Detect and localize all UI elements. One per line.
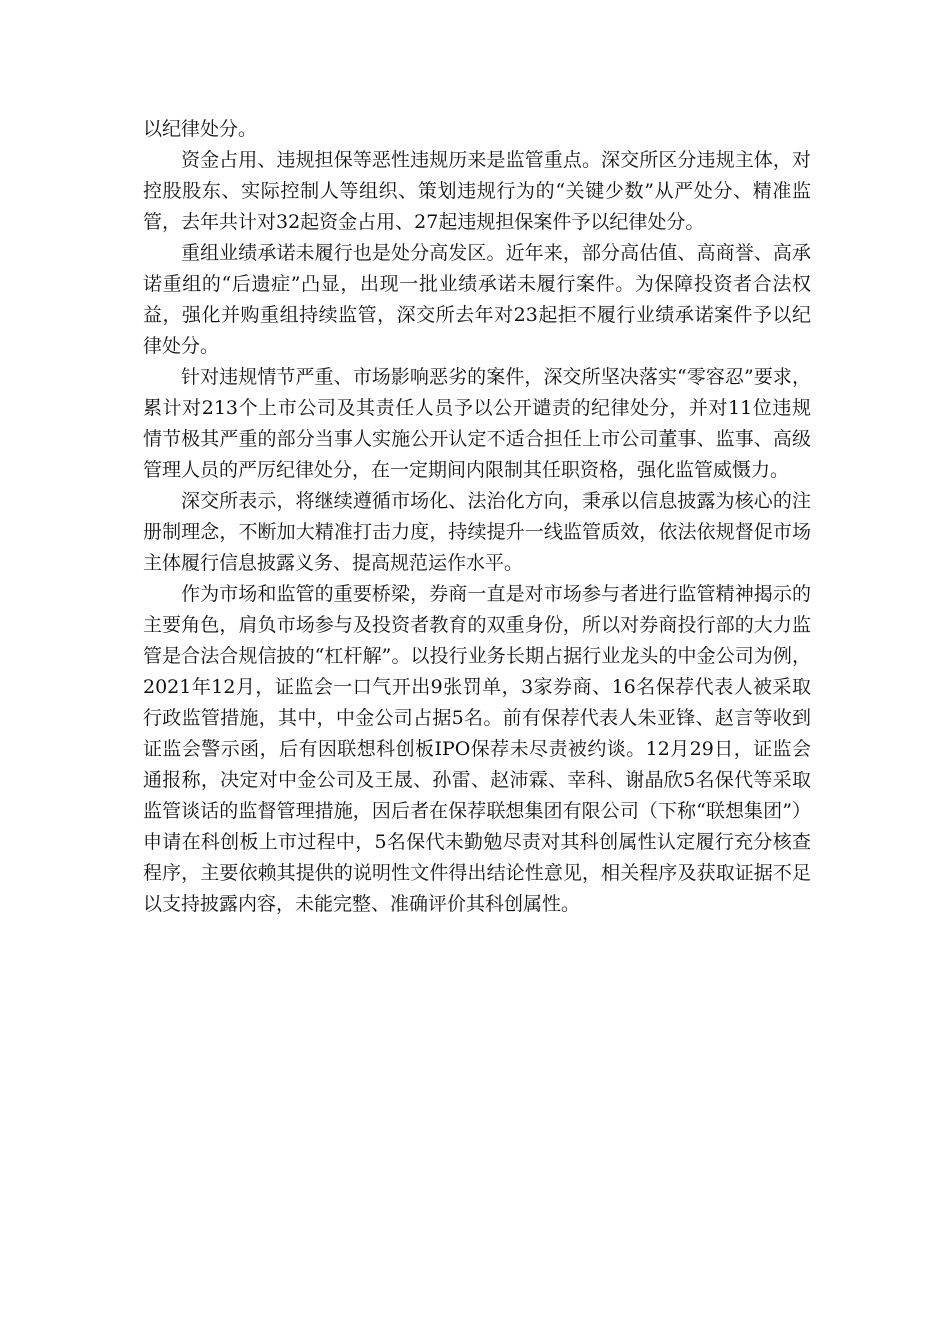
- paragraph-performance-commitment: 重组业绩承诺未履行也是处分高发区。近年来，部分高估值、高商誉、高承诺重组的“后遗症”凸显，出现一批业绩承诺未履行案件。为保障投资者合法权益，强化并购重组持续监管，深交所去年对23起拒不履行业绩承诺案件予以纪律处分。: [143, 242, 811, 357]
- paragraph-broker-supervision: 作为市场和监管的重要桥梁，券商一直是对市场参与者进行监管精神揭示的主要角色，肩负市场参与及投资者教育的双重身份，所以对券商投行部的大力监管是合法合规信披的“杠杆解”。以投行业务长期占据行业龙头的中金公司为例，2021年12月，证监会一口气开出9张罚单，3家券商、16名保荐代表人被采取行政监管措施，其中，中金公司占据5名。前有保荐代表人朱亚锋、赵言等收到证监会警示函，后有因联想科创板IPO保荐未尽责被约谈。12月29日，证监会通报称，决定对中金公司及王晟、孙雷、赵沛霖、幸科、谢晶欣5名保代等采取监管谈话的监督管理措施，因后者在保荐联想集团有限公司（下称“联想集团”）申请在科创板上市过程中，5名保代未勤勉尽责对其科创属性认定履行充分核查程序，主要依赖其提供的说明性文件得出结论性意见，相关程序及获取证据不足以支持披露内容，未能完整、准确评价其科创属性。: [143, 583, 811, 915]
- article-body: [143, 114, 811, 920]
- paragraph-szse-statement: 深交所表示，将继续遵循市场化、法治化方向，秉承以信息披露为核心的注册制理念，不断加大精准打击力度，持续提升一线监管质效，依法依规督促市场主体履行信息披露义务、提高规范运作水平。: [143, 490, 811, 574]
- paragraph-fund-occupation: 资金占用、违规担保等恶性违规历来是监管重点。深交所区分违规主体，对控股股东、实际控制人等组织、策划违规行为的“关键少数”从严处分、精准监管，去年共计对32起资金占用、27起违规担保案件予以纪律处分。: [143, 149, 811, 233]
- paragraph-zero-tolerance: 针对违规情节严重、市场影响恶劣的案件，深交所坚决落实“零容忍”要求，累计对213个上市公司及其责任人员予以公开谴责的纪律处分，并对11位违规情节极其严重的部分当事人实施公开认定不适合担任上市公司董事、监事、高级管理人员的严厉纪律处分，在一定期间内限制其任职资格，强化监管威慑力。: [143, 366, 811, 481]
- paragraph-continuation: 以纪律处分。: [143, 118, 258, 140]
